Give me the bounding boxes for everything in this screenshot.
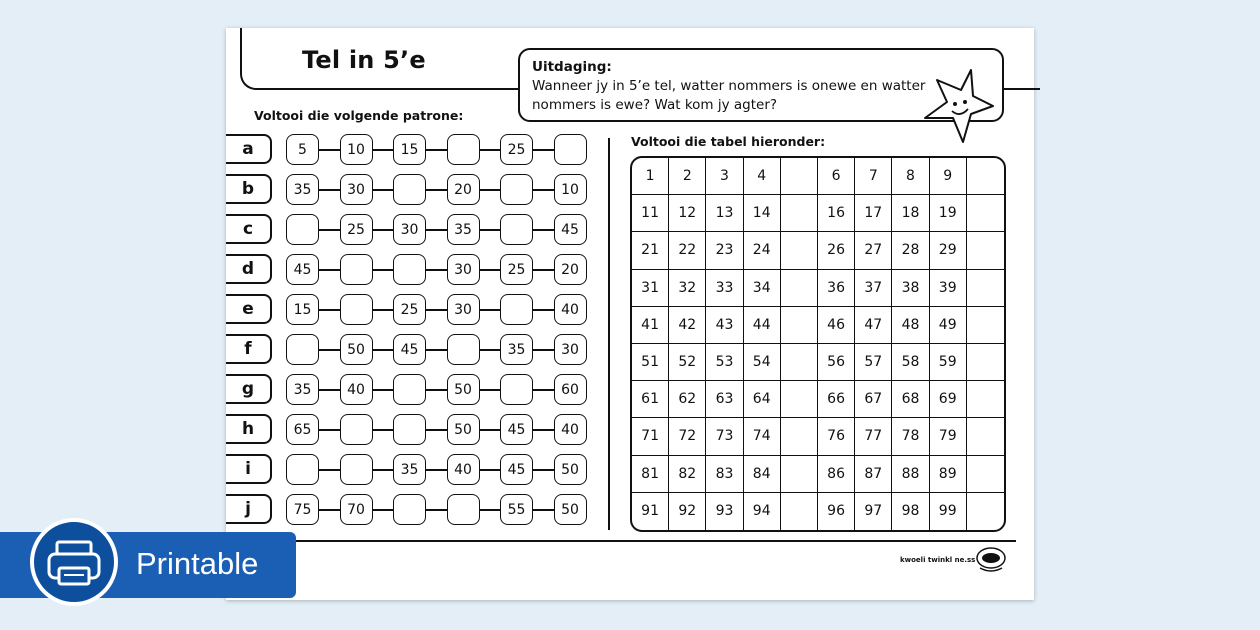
pattern-cell: 45 — [286, 254, 319, 285]
table-cell: 14 — [744, 195, 781, 232]
pattern-cell: 50 — [447, 374, 480, 405]
table-cell: 61 — [632, 381, 669, 418]
pattern-connector — [296, 349, 576, 351]
pattern-connector — [296, 309, 576, 311]
pattern-cell[interactable] — [500, 294, 533, 325]
table-cell: 72 — [669, 418, 706, 455]
table-cell: 97 — [855, 493, 892, 530]
challenge-line-2: nommers is ewe? Wat kom jy agter? — [532, 97, 778, 113]
pattern-connector — [296, 429, 576, 431]
pattern-label: c — [226, 214, 272, 244]
table-cell: 87 — [855, 456, 892, 493]
table-cell: 1 — [632, 158, 669, 195]
table-cell: 94 — [744, 493, 781, 530]
table-cell: 57 — [855, 344, 892, 381]
pattern-cell: 55 — [500, 494, 533, 525]
pattern-cell: 30 — [340, 174, 373, 205]
pattern-cell[interactable] — [393, 374, 426, 405]
printable-label: Printable — [136, 546, 259, 581]
table-cell: 3 — [706, 158, 743, 195]
pattern-cell: 10 — [554, 174, 587, 205]
table-cell: 42 — [669, 307, 706, 344]
pattern-cell: 5 — [286, 134, 319, 165]
table-cell[interactable] — [967, 456, 1004, 493]
pattern-label: e — [226, 294, 272, 324]
table-cell: 64 — [744, 381, 781, 418]
pattern-cell: 45 — [500, 454, 533, 485]
table-cell[interactable] — [967, 232, 1004, 269]
pattern-cell: 40 — [447, 454, 480, 485]
pattern-cell: 50 — [554, 494, 587, 525]
pattern-row — [226, 334, 596, 366]
table-cell: 86 — [818, 456, 855, 493]
pattern-cell: 35 — [286, 174, 319, 205]
table-cell: 67 — [855, 381, 892, 418]
pattern-connector — [296, 149, 576, 151]
table-cell: 32 — [669, 270, 706, 307]
pattern-cell: 65 — [286, 414, 319, 445]
pattern-label: a — [226, 134, 272, 164]
table-cell: 19 — [930, 195, 967, 232]
pattern-cell: 35 — [286, 374, 319, 405]
pattern-row — [226, 294, 596, 326]
table-cell[interactable] — [781, 381, 818, 418]
pattern-cell[interactable] — [500, 214, 533, 245]
table-cell: 51 — [632, 344, 669, 381]
pattern-cell[interactable] — [447, 334, 480, 365]
challenge-heading: Uitdaging: — [532, 59, 612, 75]
footer-text: kwoeli twinkl ne.ss — [900, 556, 976, 564]
pattern-connector — [296, 389, 576, 391]
pattern-cell[interactable] — [393, 254, 426, 285]
table-cell: 34 — [744, 270, 781, 307]
table-cell: 79 — [930, 418, 967, 455]
pattern-cell: 25 — [393, 294, 426, 325]
pattern-cell: 25 — [500, 254, 533, 285]
table-cell[interactable] — [967, 158, 1004, 195]
table-cell[interactable] — [781, 307, 818, 344]
table-cell: 29 — [930, 232, 967, 269]
pattern-cell[interactable] — [286, 454, 319, 485]
table-cell: 73 — [706, 418, 743, 455]
table-cell: 58 — [892, 344, 929, 381]
table-cell: 44 — [744, 307, 781, 344]
pattern-cell[interactable] — [286, 334, 319, 365]
table-cell: 66 — [818, 381, 855, 418]
pattern-cell: 70 — [340, 494, 373, 525]
pattern-cell[interactable] — [340, 254, 373, 285]
pattern-cell: 50 — [340, 334, 373, 365]
table-cell: 92 — [669, 493, 706, 530]
table-cell[interactable] — [967, 270, 1004, 307]
pattern-cell: 30 — [447, 254, 480, 285]
table-cell: 37 — [855, 270, 892, 307]
twinkl-logo-icon — [974, 544, 1008, 574]
table-cell: 98 — [892, 493, 929, 530]
table-cell: 74 — [744, 418, 781, 455]
patterns-heading: Voltooi die volgende patrone: — [254, 108, 464, 123]
table-cell: 83 — [706, 456, 743, 493]
pattern-cell[interactable] — [447, 494, 480, 525]
table-heading: Voltooi die tabel hieronder: — [631, 134, 826, 149]
table-cell: 91 — [632, 493, 669, 530]
pattern-connector — [296, 509, 576, 511]
pattern-cell[interactable] — [393, 414, 426, 445]
table-cell: 8 — [892, 158, 929, 195]
pattern-label: h — [226, 414, 272, 444]
table-cell: 7 — [855, 158, 892, 195]
table-cell: 54 — [744, 344, 781, 381]
pattern-cell[interactable] — [340, 454, 373, 485]
table-cell: 6 — [818, 158, 855, 195]
pattern-cell[interactable] — [393, 174, 426, 205]
pattern-cell: 35 — [500, 334, 533, 365]
table-cell: 76 — [818, 418, 855, 455]
table-cell: 59 — [930, 344, 967, 381]
table-cell: 93 — [706, 493, 743, 530]
pattern-cell: 35 — [393, 454, 426, 485]
pattern-cell[interactable] — [286, 214, 319, 245]
table-cell: 9 — [930, 158, 967, 195]
table-cell: 89 — [930, 456, 967, 493]
table-cell: 56 — [818, 344, 855, 381]
table-cell: 38 — [892, 270, 929, 307]
pattern-cell: 35 — [447, 214, 480, 245]
table-cell: 52 — [669, 344, 706, 381]
pattern-cell: 40 — [554, 294, 587, 325]
challenge-line-1: Wanneer jy in 5’e tel, watter nommers is onewe en watter — [532, 78, 926, 94]
pattern-connector — [296, 269, 576, 271]
table-cell: 69 — [930, 381, 967, 418]
pattern-row — [226, 374, 596, 406]
table-cell: 81 — [632, 456, 669, 493]
pattern-cell[interactable] — [340, 414, 373, 445]
table-cell: 12 — [669, 195, 706, 232]
star-icon — [921, 66, 995, 146]
pattern-label: f — [226, 334, 272, 364]
table-cell: 68 — [892, 381, 929, 418]
table-cell: 18 — [892, 195, 929, 232]
pattern-cell[interactable] — [500, 174, 533, 205]
pattern-row — [226, 174, 596, 206]
printer-icon — [30, 518, 118, 606]
pattern-cell[interactable] — [393, 494, 426, 525]
pattern-cell: 20 — [447, 174, 480, 205]
table-cell[interactable] — [967, 307, 1004, 344]
table-cell: 21 — [632, 232, 669, 269]
table-cell[interactable] — [967, 381, 1004, 418]
pattern-cell[interactable] — [447, 134, 480, 165]
table-cell: 53 — [706, 344, 743, 381]
pattern-cell: 30 — [447, 294, 480, 325]
table-cell[interactable] — [967, 344, 1004, 381]
table-cell[interactable] — [967, 418, 1004, 455]
table-cell: 13 — [706, 195, 743, 232]
table-cell: 78 — [892, 418, 929, 455]
table-cell[interactable] — [781, 195, 818, 232]
table-cell: 41 — [632, 307, 669, 344]
pattern-cell: 75 — [286, 494, 319, 525]
table-cell[interactable] — [781, 270, 818, 307]
table-cell[interactable] — [781, 456, 818, 493]
section-divider — [608, 138, 610, 530]
pattern-cell: 15 — [393, 134, 426, 165]
pattern-cell: 40 — [340, 374, 373, 405]
pattern-cell: 50 — [447, 414, 480, 445]
pattern-cell: 50 — [554, 454, 587, 485]
table-cell: 49 — [930, 307, 967, 344]
table-cell: 82 — [669, 456, 706, 493]
pattern-cell: 60 — [554, 374, 587, 405]
pattern-cell: 40 — [554, 414, 587, 445]
pattern-connector — [296, 229, 576, 231]
pattern-cell: 45 — [393, 334, 426, 365]
pattern-label: g — [226, 374, 272, 404]
table-cell: 24 — [744, 232, 781, 269]
table-cell[interactable] — [781, 418, 818, 455]
table-cell: 4 — [744, 158, 781, 195]
table-cell: 11 — [632, 195, 669, 232]
pattern-connector — [296, 469, 576, 471]
pattern-cell[interactable] — [340, 294, 373, 325]
pattern-cell: 45 — [554, 214, 587, 245]
pattern-cell: 30 — [554, 334, 587, 365]
pattern-label: i — [226, 454, 272, 484]
table-cell[interactable] — [967, 493, 1004, 530]
table-cell: 16 — [818, 195, 855, 232]
worksheet — [226, 28, 1034, 600]
table-cell[interactable] — [781, 493, 818, 530]
table-cell[interactable] — [781, 232, 818, 269]
pattern-row — [226, 134, 596, 166]
table-cell: 23 — [706, 232, 743, 269]
pattern-connector — [296, 189, 576, 191]
worksheet-title: Tel in 5’e — [302, 46, 426, 74]
pattern-row — [226, 454, 596, 486]
pattern-label: b — [226, 174, 272, 204]
pattern-cell: 10 — [340, 134, 373, 165]
table-cell: 88 — [892, 456, 929, 493]
table-cell: 43 — [706, 307, 743, 344]
table-cell: 27 — [855, 232, 892, 269]
table-cell: 63 — [706, 381, 743, 418]
table-cell: 46 — [818, 307, 855, 344]
table-cell: 31 — [632, 270, 669, 307]
pattern-label: j — [226, 494, 272, 524]
pattern-cell: 15 — [286, 294, 319, 325]
pattern-row — [226, 254, 596, 286]
table-cell: 96 — [818, 493, 855, 530]
table-cell: 36 — [818, 270, 855, 307]
pattern-cell: 25 — [500, 134, 533, 165]
pattern-label: d — [226, 254, 272, 284]
table-cell: 77 — [855, 418, 892, 455]
table-cell[interactable] — [967, 195, 1004, 232]
number-table — [630, 156, 1006, 532]
table-cell: 17 — [855, 195, 892, 232]
footer-line — [286, 540, 1016, 542]
table-cell[interactable] — [781, 344, 818, 381]
pattern-cell: 25 — [340, 214, 373, 245]
table-cell: 33 — [706, 270, 743, 307]
table-cell: 48 — [892, 307, 929, 344]
table-cell: 26 — [818, 232, 855, 269]
printable-badge[interactable] — [0, 532, 296, 598]
table-cell: 71 — [632, 418, 669, 455]
table-cell: 62 — [669, 381, 706, 418]
pattern-row — [226, 494, 596, 526]
table-cell: 99 — [930, 493, 967, 530]
pattern-cell: 30 — [393, 214, 426, 245]
pattern-cell[interactable] — [554, 134, 587, 165]
table-cell: 39 — [930, 270, 967, 307]
table-cell[interactable] — [781, 158, 818, 195]
pattern-cell[interactable] — [500, 374, 533, 405]
table-cell: 28 — [892, 232, 929, 269]
table-cell: 47 — [855, 307, 892, 344]
table-cell: 22 — [669, 232, 706, 269]
pattern-row — [226, 414, 596, 446]
table-cell: 84 — [744, 456, 781, 493]
pattern-cell: 20 — [554, 254, 587, 285]
table-cell: 2 — [669, 158, 706, 195]
pattern-cell: 45 — [500, 414, 533, 445]
pattern-row — [226, 214, 596, 246]
